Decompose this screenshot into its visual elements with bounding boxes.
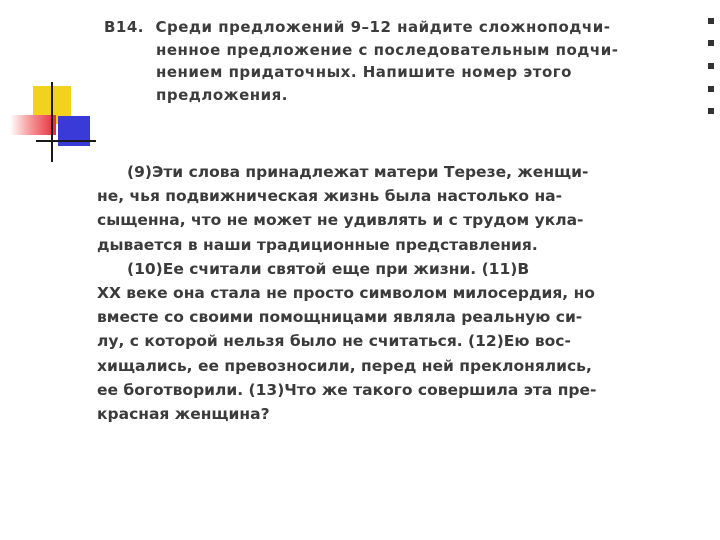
task-block [104, 16, 694, 106]
passage-line: (10)Ее считали святой еще при жизни. (11)В [127, 259, 530, 278]
passage-line: (9)Эти слова принадлежат матери Терезе, женщи- [127, 163, 589, 181]
passage-line: хищались, ее превозносили, перед ней преклонялись, [97, 356, 592, 375]
decor-vertical-line [51, 82, 53, 162]
task-number: В14. [104, 18, 145, 36]
decor-horizontal-line [36, 140, 96, 142]
passage-line: ее боготворили. (13)Что же такого совершила эта пре- [97, 380, 597, 399]
page-edge-marks [704, 8, 718, 128]
task-line-1 [104, 16, 694, 39]
task-line-3: нением придаточных. Напишите номер этого [156, 63, 572, 81]
decor-red-bar [10, 115, 56, 135]
passage-line: не, чья подвижническая жизнь была настолько на- [97, 187, 563, 206]
passage-text [97, 160, 697, 426]
passage-line: сыщенна, что не может не удивлять и с трудом укла- [97, 211, 584, 230]
passage-line: дывается в наши традиционные представления. [97, 235, 538, 254]
task-line-4: предложения. [156, 85, 288, 104]
task-text: Среди предложений 9–12 найдите сложноподчи- [155, 18, 611, 36]
passage-line: вместе со своими помощницами являла реальную си- [97, 308, 583, 327]
passage-line: красная женщина? [97, 405, 270, 424]
task-line-2: ненное предложение с последовательным подчи- [156, 40, 619, 59]
passage-line: лу, с которой нельзя было не считаться. (12)Ею вос- [97, 332, 571, 351]
passage-line: XX веке она стала не просто символом милосердия, но [97, 284, 595, 303]
